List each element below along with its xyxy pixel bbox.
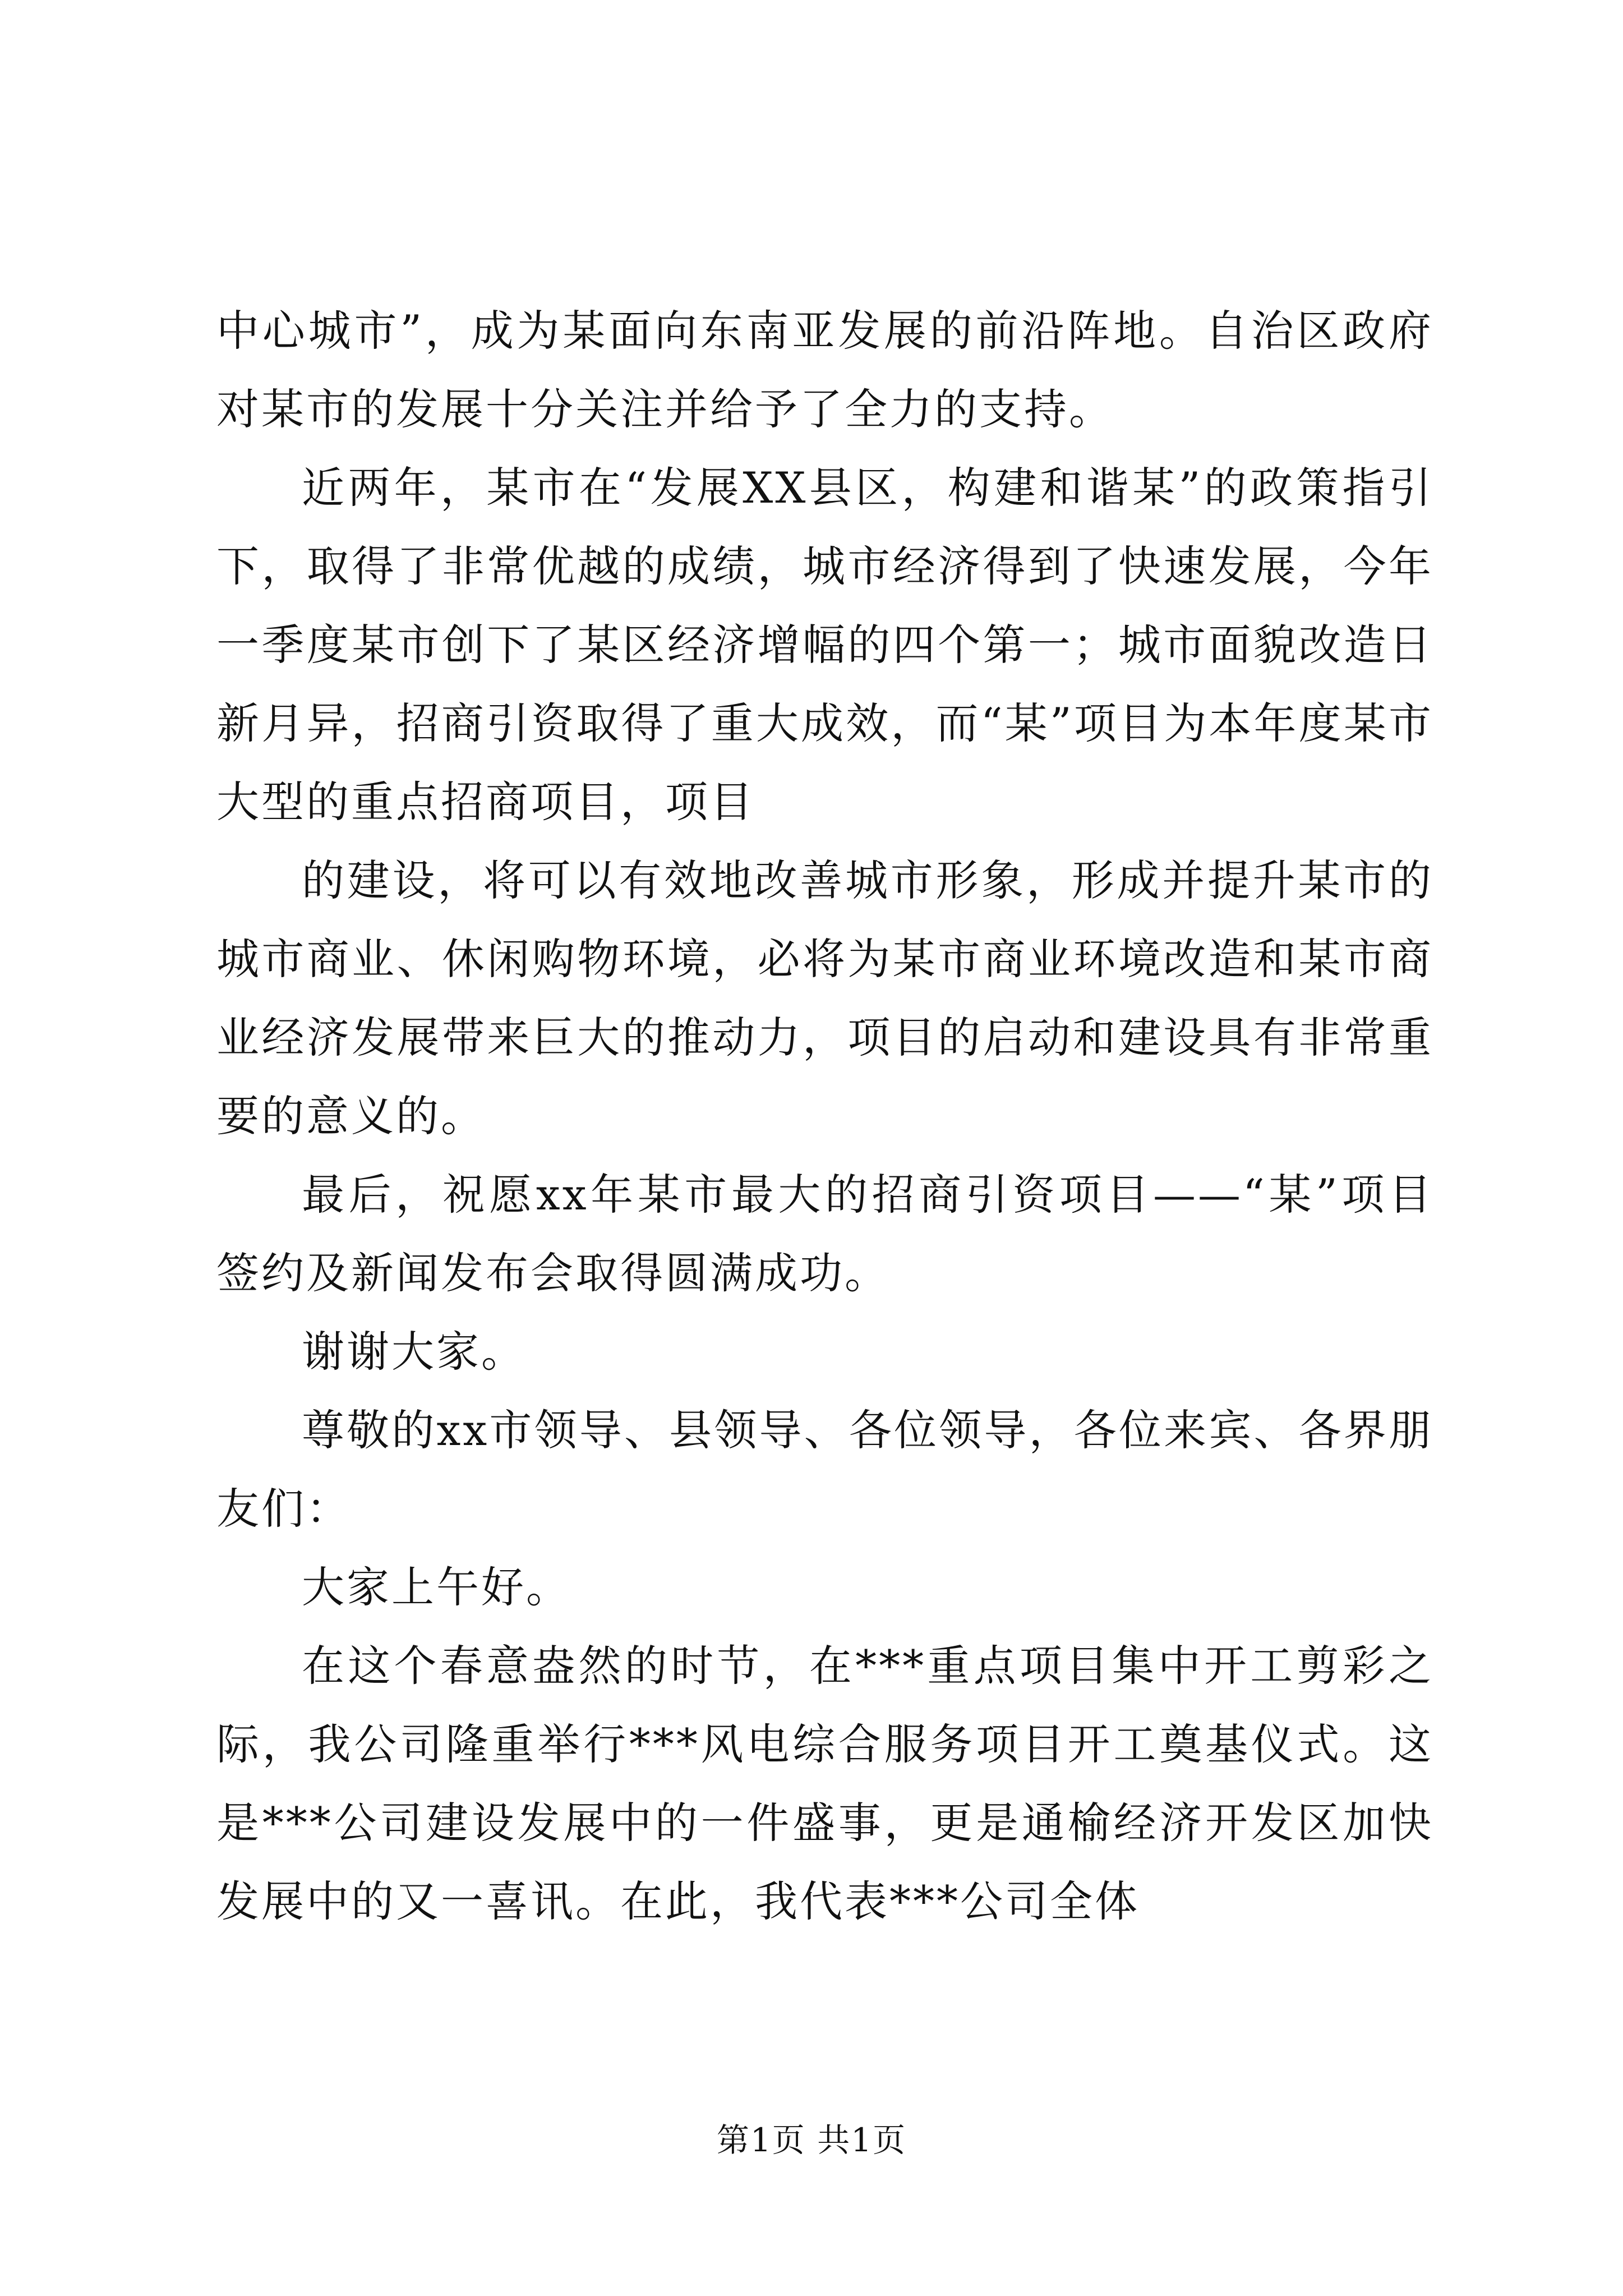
- paragraph-6: 尊敬的xx市领导、县领导、各位领导，各位来宾、各界朋友们：: [216, 1405, 1433, 1534]
- page-footer: 第1页 共1页: [716, 2121, 907, 2159]
- paragraph-5: 谢谢大家。: [302, 1327, 526, 1377]
- paragraph-8: 在这个春意盎然的时节，在***重点项目集中开工剪彩之际，我公司隆重举行***风电综合服务项目开工奠基仪式。这是***公司建设发展中的一件盛事，更是通榆经济开发区加快发展中的又一喜讯。在此，我代表***公司全体: [216, 1641, 1433, 1926]
- paragraph-7: 大家上午好。: [302, 1562, 571, 1612]
- paragraph-3: 的建设，将可以有效地改善城市形象，形成并提升某市的城市商业、休闲购物环境，必将为某市商业环境改造和某市商业经济发展带来巨大的推动力，项目的启动和建设具有非常重要的意义的。: [216, 855, 1433, 1141]
- paragraph-1: 中心城市”，成为某面向东南亚发展的前沿阵地。自治区政府对某市的发展十分关注并给予了全力的支持。: [216, 306, 1433, 434]
- document-body: [216, 292, 1433, 1941]
- paragraph-4: 最后，祝愿xx年某市最大的招商引资项目——“某”项目签约及新闻发布会取得圆满成功。: [216, 1170, 1433, 1298]
- paragraph-2: 近两年，某市在“发展XX县区，构建和谐某”的政策指引下，取得了非常优越的成绩，城市经济得到了快速发展，今年一季度某市创下了某区经济增幅的四个第一；城市面貌改造日新月异，招商引资取得了重大成效，而“某”项目为本年度某市大型的重点招商项目，项目: [216, 463, 1433, 827]
